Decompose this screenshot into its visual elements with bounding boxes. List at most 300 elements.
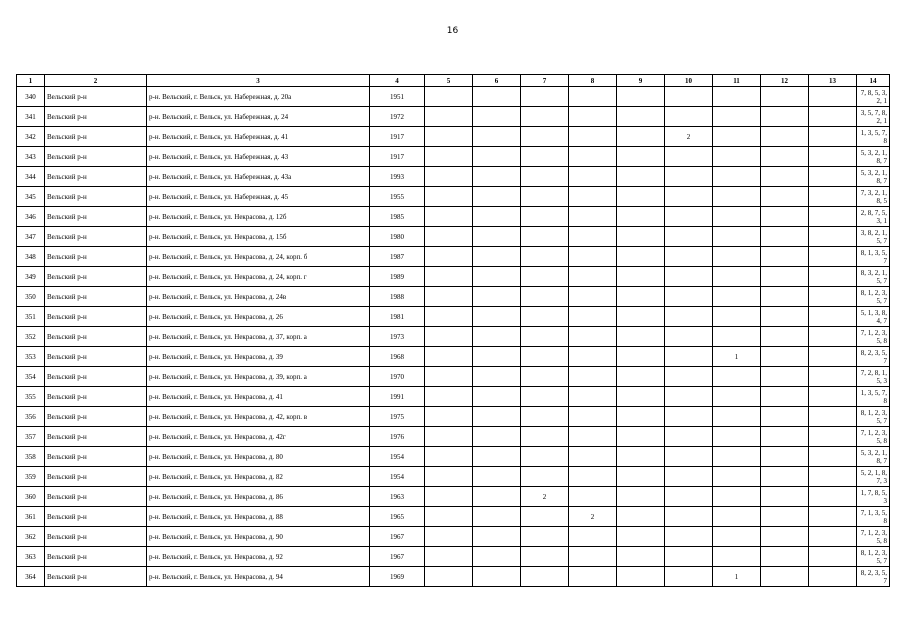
cell-col-9 <box>617 267 665 287</box>
cell-col-12 <box>761 307 809 327</box>
cell-row-number: 360 <box>17 487 45 507</box>
cell-col-6 <box>473 487 521 507</box>
cell-row-number: 347 <box>17 227 45 247</box>
cell-col-12 <box>761 487 809 507</box>
cell-col-14: 5, 2, 1, 8, 7, 3 <box>857 467 890 487</box>
cell-col-7 <box>521 167 569 187</box>
cell-col-8 <box>569 127 617 147</box>
cell-year: 1954 <box>370 447 425 467</box>
cell-col-14: 1, 7, 8, 5, 3 <box>857 487 890 507</box>
cell-col-10 <box>665 307 713 327</box>
cell-year: 1987 <box>370 247 425 267</box>
cell-address: р-н. Вельский, г. Вельск, ул. Некрасова, д. 94 <box>147 567 370 587</box>
cell-year: 1917 <box>370 147 425 167</box>
cell-col-10 <box>665 287 713 307</box>
cell-col-5 <box>425 567 473 587</box>
cell-col-6 <box>473 327 521 347</box>
cell-col-8 <box>569 327 617 347</box>
cell-col-13 <box>809 307 857 327</box>
cell-col-14: 3, 8, 2, 1, 5, 7 <box>857 227 890 247</box>
cell-col-9 <box>617 467 665 487</box>
cell-col-11 <box>713 427 761 447</box>
cell-col-8 <box>569 207 617 227</box>
cell-col-12 <box>761 167 809 187</box>
cell-col-7 <box>521 307 569 327</box>
cell-district: Вельский р-н <box>45 467 147 487</box>
cell-col-12 <box>761 87 809 107</box>
cell-col-8 <box>569 367 617 387</box>
column-header-3: 3 <box>147 75 370 87</box>
column-header-9: 9 <box>617 75 665 87</box>
cell-col-13 <box>809 87 857 107</box>
cell-col-8 <box>569 247 617 267</box>
cell-col-14: 1, 3, 5, 7, 8 <box>857 387 890 407</box>
table-row <box>17 167 890 187</box>
table-row <box>17 107 890 127</box>
cell-address: р-н. Вельский, г. Вельск, ул. Набережная, д. 20а <box>147 87 370 107</box>
cell-col-10 <box>665 487 713 507</box>
column-header-14: 14 <box>857 75 890 87</box>
cell-col-14: 7, 8, 5, 3, 2, 1 <box>857 87 890 107</box>
cell-col-6 <box>473 387 521 407</box>
cell-col-13 <box>809 367 857 387</box>
cell-col-8 <box>569 167 617 187</box>
cell-col-8 <box>569 187 617 207</box>
cell-district: Вельский р-н <box>45 527 147 547</box>
cell-col-7 <box>521 507 569 527</box>
cell-year: 1973 <box>370 327 425 347</box>
cell-col-12 <box>761 407 809 427</box>
table-row <box>17 87 890 107</box>
cell-address: р-н. Вельский, г. Вельск, ул. Некрасова, д. 26 <box>147 307 370 327</box>
cell-col-5 <box>425 507 473 527</box>
cell-col-5 <box>425 247 473 267</box>
cell-col-9 <box>617 147 665 167</box>
cell-col-12 <box>761 467 809 487</box>
cell-col-11 <box>713 507 761 527</box>
cell-row-number: 352 <box>17 327 45 347</box>
cell-col-7 <box>521 267 569 287</box>
cell-col-7 <box>521 327 569 347</box>
cell-col-5 <box>425 487 473 507</box>
cell-col-11 <box>713 487 761 507</box>
cell-col-9 <box>617 227 665 247</box>
cell-col-14: 8, 1, 2, 3, 5, 7 <box>857 547 890 567</box>
cell-col-9 <box>617 507 665 527</box>
cell-col-14: 8, 2, 3, 5, 7 <box>857 567 890 587</box>
cell-address: р-н. Вельский, г. Вельск, ул. Некрасова, д. 86 <box>147 487 370 507</box>
cell-address: р-н. Вельский, г. Вельск, ул. Некрасова, д. 15б <box>147 227 370 247</box>
cell-col-10 <box>665 227 713 247</box>
cell-col-14: 7, 1, 3, 5, 8 <box>857 507 890 527</box>
cell-row-number: 340 <box>17 87 45 107</box>
cell-col-10 <box>665 567 713 587</box>
cell-col-10 <box>665 167 713 187</box>
cell-district: Вельский р-н <box>45 267 147 287</box>
cell-year: 1972 <box>370 107 425 127</box>
cell-col-7 <box>521 547 569 567</box>
cell-col-13 <box>809 487 857 507</box>
cell-col-8: 2 <box>569 507 617 527</box>
cell-row-number: 359 <box>17 467 45 487</box>
cell-col-8 <box>569 567 617 587</box>
cell-col-8 <box>569 427 617 447</box>
cell-col-14: 8, 1, 3, 5, 7 <box>857 247 890 267</box>
cell-district: Вельский р-н <box>45 107 147 127</box>
cell-col-13 <box>809 107 857 127</box>
cell-col-9 <box>617 207 665 227</box>
cell-col-10 <box>665 107 713 127</box>
cell-col-7 <box>521 147 569 167</box>
cell-col-11 <box>713 387 761 407</box>
cell-col-9 <box>617 347 665 367</box>
column-header-11: 11 <box>713 75 761 87</box>
cell-col-13 <box>809 207 857 227</box>
cell-row-number: 342 <box>17 127 45 147</box>
cell-col-9 <box>617 407 665 427</box>
cell-row-number: 355 <box>17 387 45 407</box>
cell-col-7 <box>521 227 569 247</box>
cell-col-7 <box>521 107 569 127</box>
table-row <box>17 547 890 567</box>
cell-row-number: 344 <box>17 167 45 187</box>
cell-row-number: 346 <box>17 207 45 227</box>
cell-row-number: 345 <box>17 187 45 207</box>
cell-col-6 <box>473 547 521 567</box>
cell-col-6 <box>473 247 521 267</box>
cell-year: 1993 <box>370 167 425 187</box>
table-row <box>17 347 890 367</box>
cell-address: р-н. Вельский, г. Вельск, ул. Некрасова, д. 24в <box>147 287 370 307</box>
cell-col-12 <box>761 427 809 447</box>
cell-col-6 <box>473 407 521 427</box>
cell-col-7 <box>521 187 569 207</box>
cell-col-10 <box>665 407 713 427</box>
cell-col-11 <box>713 207 761 227</box>
column-header-5: 5 <box>425 75 473 87</box>
cell-col-11 <box>713 547 761 567</box>
cell-col-7 <box>521 407 569 427</box>
cell-year: 1980 <box>370 227 425 247</box>
cell-col-5 <box>425 447 473 467</box>
cell-col-12 <box>761 387 809 407</box>
cell-col-5 <box>425 227 473 247</box>
cell-district: Вельский р-н <box>45 227 147 247</box>
cell-col-12 <box>761 347 809 367</box>
cell-row-number: 348 <box>17 247 45 267</box>
cell-col-8 <box>569 467 617 487</box>
cell-col-12 <box>761 147 809 167</box>
cell-col-5 <box>425 87 473 107</box>
cell-col-8 <box>569 387 617 407</box>
cell-col-5 <box>425 407 473 427</box>
cell-district: Вельский р-н <box>45 367 147 387</box>
cell-address: р-н. Вельский, г. Вельск, ул. Некрасова, д. 24, корп. г <box>147 267 370 287</box>
cell-col-9 <box>617 187 665 207</box>
cell-col-14: 7, 1, 2, 3, 5, 8 <box>857 527 890 547</box>
cell-col-10 <box>665 207 713 227</box>
cell-year: 1917 <box>370 127 425 147</box>
table-row <box>17 367 890 387</box>
cell-col-8 <box>569 147 617 167</box>
cell-col-13 <box>809 507 857 527</box>
cell-col-12 <box>761 207 809 227</box>
cell-col-11 <box>713 307 761 327</box>
data-table <box>16 74 890 587</box>
cell-district: Вельский р-н <box>45 347 147 367</box>
cell-district: Вельский р-н <box>45 127 147 147</box>
cell-col-13 <box>809 547 857 567</box>
cell-col-10 <box>665 367 713 387</box>
cell-year: 1954 <box>370 467 425 487</box>
cell-col-11 <box>713 167 761 187</box>
cell-col-5 <box>425 207 473 227</box>
cell-year: 1965 <box>370 507 425 527</box>
cell-district: Вельский р-н <box>45 187 147 207</box>
page-number: 16 <box>446 26 459 36</box>
cell-district: Вельский р-н <box>45 207 147 227</box>
cell-col-5 <box>425 387 473 407</box>
cell-col-7 <box>521 247 569 267</box>
cell-col-10 <box>665 507 713 527</box>
table-row <box>17 147 890 167</box>
cell-col-5 <box>425 547 473 567</box>
cell-col-5 <box>425 327 473 347</box>
cell-col-13 <box>809 247 857 267</box>
table-row <box>17 127 890 147</box>
cell-col-9 <box>617 387 665 407</box>
cell-col-11 <box>713 467 761 487</box>
cell-col-5 <box>425 467 473 487</box>
cell-address: р-н. Вельский, г. Вельск, ул. Некрасова, д. 88 <box>147 507 370 527</box>
cell-year: 1975 <box>370 407 425 427</box>
cell-col-7 <box>521 387 569 407</box>
cell-col-10 <box>665 347 713 367</box>
cell-col-7 <box>521 347 569 367</box>
cell-address: р-н. Вельский, г. Вельск, ул. Некрасова, д. 82 <box>147 467 370 487</box>
cell-col-13 <box>809 387 857 407</box>
cell-col-7: 2 <box>521 487 569 507</box>
cell-col-6 <box>473 467 521 487</box>
cell-col-9 <box>617 427 665 447</box>
cell-col-9 <box>617 547 665 567</box>
cell-row-number: 362 <box>17 527 45 547</box>
cell-district: Вельский р-н <box>45 427 147 447</box>
cell-col-6 <box>473 507 521 527</box>
cell-col-6 <box>473 87 521 107</box>
cell-col-9 <box>617 247 665 267</box>
cell-col-13 <box>809 407 857 427</box>
cell-year: 1976 <box>370 427 425 447</box>
cell-col-11 <box>713 267 761 287</box>
cell-address: р-н. Вельский, г. Вельск, ул. Набережная, д. 24 <box>147 107 370 127</box>
cell-year: 1988 <box>370 287 425 307</box>
cell-col-14: 5, 1, 3, 8, 4, 7 <box>857 307 890 327</box>
cell-col-14: 7, 1, 2, 3, 5, 8 <box>857 327 890 347</box>
cell-col-12 <box>761 527 809 547</box>
cell-col-9 <box>617 287 665 307</box>
cell-col-12 <box>761 127 809 147</box>
cell-row-number: 343 <box>17 147 45 167</box>
cell-col-11 <box>713 227 761 247</box>
cell-year: 1970 <box>370 367 425 387</box>
cell-row-number: 353 <box>17 347 45 367</box>
cell-col-8 <box>569 347 617 367</box>
cell-col-10 <box>665 447 713 467</box>
cell-col-13 <box>809 187 857 207</box>
cell-district: Вельский р-н <box>45 567 147 587</box>
table-row <box>17 267 890 287</box>
cell-col-10 <box>665 427 713 447</box>
column-header-7: 7 <box>521 75 569 87</box>
cell-col-13 <box>809 327 857 347</box>
cell-col-14: 3, 5, 7, 8, 2, 1 <box>857 107 890 127</box>
cell-address: р-н. Вельский, г. Вельск, ул. Некрасова, д. 80 <box>147 447 370 467</box>
cell-col-14: 5, 3, 2, 1, 8, 7 <box>857 147 890 167</box>
cell-col-6 <box>473 127 521 147</box>
cell-col-5 <box>425 167 473 187</box>
cell-col-6 <box>473 567 521 587</box>
cell-col-14: 5, 3, 2, 1, 8, 7 <box>857 447 890 467</box>
cell-col-14: 2, 8, 7, 5, 3, 1 <box>857 207 890 227</box>
cell-col-8 <box>569 307 617 327</box>
table-row <box>17 447 890 467</box>
cell-col-8 <box>569 227 617 247</box>
cell-col-11 <box>713 107 761 127</box>
cell-col-7 <box>521 447 569 467</box>
column-header-8: 8 <box>569 75 617 87</box>
cell-col-6 <box>473 187 521 207</box>
table-row <box>17 247 890 267</box>
cell-col-11 <box>713 447 761 467</box>
cell-col-10 <box>665 87 713 107</box>
cell-year: 1951 <box>370 87 425 107</box>
cell-address: р-н. Вельский, г. Вельск, ул. Некрасова, д. 37, корп. а <box>147 327 370 347</box>
cell-col-13 <box>809 527 857 547</box>
cell-row-number: 364 <box>17 567 45 587</box>
cell-col-12 <box>761 267 809 287</box>
cell-district: Вельский р-н <box>45 547 147 567</box>
cell-col-6 <box>473 447 521 467</box>
cell-col-12 <box>761 327 809 347</box>
cell-col-9 <box>617 127 665 147</box>
column-header-10: 10 <box>665 75 713 87</box>
cell-row-number: 363 <box>17 547 45 567</box>
table-row <box>17 567 890 587</box>
cell-col-7 <box>521 287 569 307</box>
cell-col-13 <box>809 427 857 447</box>
cell-col-14: 7, 2, 8, 1, 5, 3 <box>857 367 890 387</box>
cell-col-13 <box>809 567 857 587</box>
cell-row-number: 350 <box>17 287 45 307</box>
cell-year: 1969 <box>370 567 425 587</box>
cell-col-5 <box>425 147 473 167</box>
cell-district: Вельский р-н <box>45 167 147 187</box>
table-row <box>17 307 890 327</box>
cell-col-6 <box>473 207 521 227</box>
cell-col-12 <box>761 547 809 567</box>
cell-col-12 <box>761 247 809 267</box>
cell-address: р-н. Вельский, г. Вельск, ул. Некрасова, д. 42г <box>147 427 370 447</box>
cell-year: 1963 <box>370 487 425 507</box>
cell-col-13 <box>809 287 857 307</box>
cell-col-6 <box>473 147 521 167</box>
cell-district: Вельский р-н <box>45 387 147 407</box>
cell-col-10 <box>665 267 713 287</box>
cell-col-11 <box>713 407 761 427</box>
cell-row-number: 361 <box>17 507 45 527</box>
cell-col-7 <box>521 467 569 487</box>
cell-col-6 <box>473 527 521 547</box>
cell-col-11: 1 <box>713 347 761 367</box>
cell-col-10 <box>665 467 713 487</box>
table-row <box>17 487 890 507</box>
cell-col-9 <box>617 527 665 547</box>
cell-year: 1989 <box>370 267 425 287</box>
cell-address: р-н. Вельский, г. Вельск, ул. Некрасова, д. 12б <box>147 207 370 227</box>
cell-col-14: 8, 1, 2, 3, 5, 7 <box>857 287 890 307</box>
cell-col-11 <box>713 367 761 387</box>
cell-col-10 <box>665 247 713 267</box>
cell-col-11 <box>713 87 761 107</box>
cell-address: р-н. Вельский, г. Вельск, ул. Некрасова, д. 24, корп. б <box>147 247 370 267</box>
cell-col-14: 7, 1, 2, 3, 5, 8 <box>857 427 890 447</box>
cell-address: р-н. Вельский, г. Вельск, ул. Набережная, д. 43а <box>147 167 370 187</box>
column-header-13: 13 <box>809 75 857 87</box>
cell-district: Вельский р-н <box>45 307 147 327</box>
cell-col-9 <box>617 307 665 327</box>
column-header-2: 2 <box>45 75 147 87</box>
cell-col-9 <box>617 167 665 187</box>
cell-col-14: 8, 3, 2, 1, 5, 7 <box>857 267 890 287</box>
column-header-4: 4 <box>370 75 425 87</box>
column-header-6: 6 <box>473 75 521 87</box>
cell-col-11 <box>713 527 761 547</box>
cell-col-13 <box>809 167 857 187</box>
cell-row-number: 349 <box>17 267 45 287</box>
cell-col-14: 1, 3, 5, 7, 8 <box>857 127 890 147</box>
cell-col-12 <box>761 367 809 387</box>
cell-year: 1968 <box>370 347 425 367</box>
table-row <box>17 467 890 487</box>
cell-row-number: 351 <box>17 307 45 327</box>
cell-col-5 <box>425 107 473 127</box>
cell-col-6 <box>473 367 521 387</box>
cell-col-11 <box>713 147 761 167</box>
cell-district: Вельский р-н <box>45 247 147 267</box>
table-row <box>17 407 890 427</box>
column-header-1: 1 <box>17 75 45 87</box>
cell-col-11 <box>713 287 761 307</box>
cell-col-5 <box>425 307 473 327</box>
cell-col-13 <box>809 447 857 467</box>
cell-col-12 <box>761 227 809 247</box>
cell-col-9 <box>617 487 665 507</box>
cell-col-7 <box>521 207 569 227</box>
cell-row-number: 356 <box>17 407 45 427</box>
cell-year: 1981 <box>370 307 425 327</box>
cell-col-7 <box>521 127 569 147</box>
cell-col-12 <box>761 447 809 467</box>
cell-col-9 <box>617 327 665 347</box>
table-row <box>17 327 890 347</box>
cell-col-7 <box>521 87 569 107</box>
cell-col-7 <box>521 567 569 587</box>
cell-col-13 <box>809 127 857 147</box>
cell-col-10 <box>665 387 713 407</box>
table-row <box>17 527 890 547</box>
table-header-row <box>17 75 890 87</box>
